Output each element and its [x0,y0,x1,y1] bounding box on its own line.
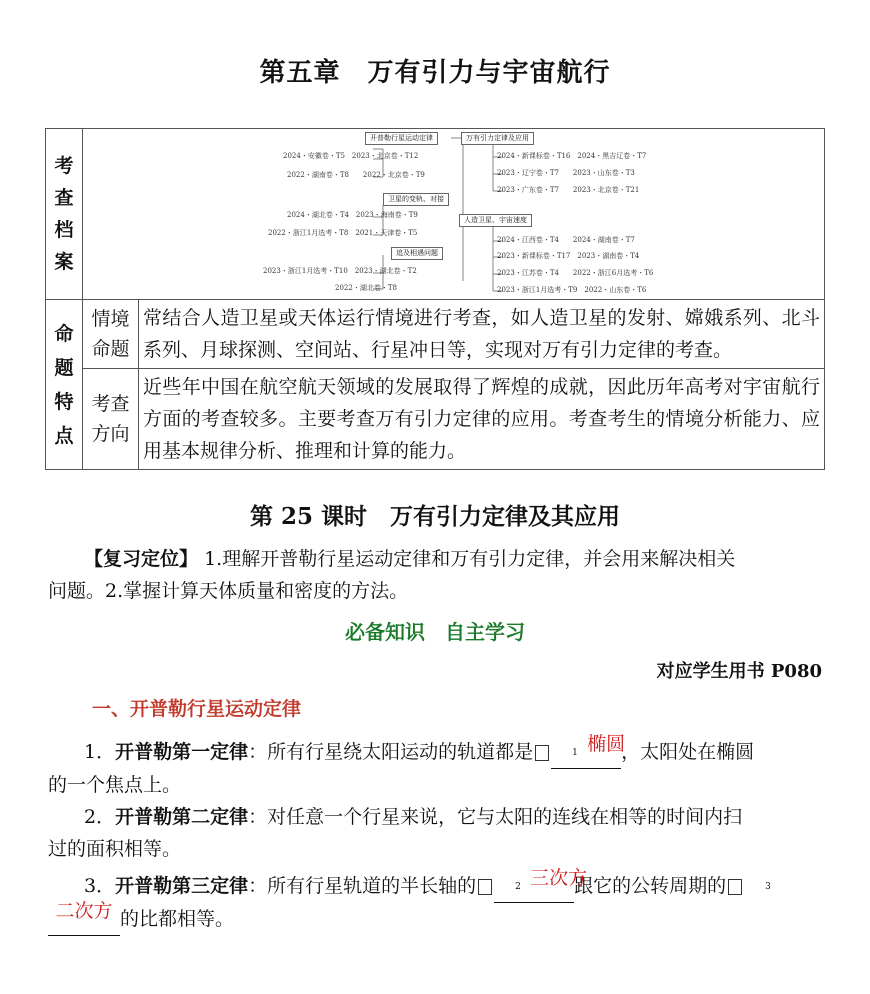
mindmap-item: 2023・广东卷・T7 2023・北京卷・T21 [497,186,640,194]
mindmap-box-satellite: 人造卫星、宇宙速度 [459,214,532,227]
row1-text: 常结合人造卫星或天体运行情境进行考查，如人造卫星的发射、嫦娥系列、北斗系列、月球探测、空间站、行星冲日等，实现对万有引力定律的考查。 [139,300,825,369]
lesson-title: 第 25 课时 万有引力定律及其应用 [249,503,621,530]
review-paragraph: 【复习定位】 1.理解开普勒行星运动定律和万有引力定律，并会用来解决相关 问题。2.掌握计算天体质量和密度的方法。 [48,548,736,602]
answer-text: 二次方 [55,900,113,922]
kaocha-dangan-header: 考 查 档 案 [46,129,83,300]
mindmap-item: 2024・江西卷・T4 2024・湖南卷・T7 [497,236,635,244]
answer-blank [551,733,626,769]
section-title: 一、开普勒行星运动定律 [92,698,302,720]
mindmap-box-gravitation: 万有引力定律及应用 [461,132,534,145]
mingti-tedian-header: 命 题 特 点 [46,300,83,470]
mindmap-box-orbit-change: 卫星的变轨、对接 [383,193,449,206]
book-reference: 对应学生用书 P080 [656,661,822,682]
mindmap-item: 2023・新课标卷・T17 2023・湖南卷・T4 [497,252,640,260]
mindmap-lines [83,129,823,299]
row2-text: 近些年中国在航空航天领域的发展取得了辉煌的成就，因此历年高考对宇宙航行方面的考查较多。主要考查万有引力定律的应用。考查考生的情境分析能力、应用基本规律分析、推理和计算的能力。 [139,369,825,470]
answer-blank [48,900,120,936]
answer-text: 椭圆 [587,733,626,755]
mindmap-item: 2023・辽宁卷・T7 2023・山东卷・T3 [497,169,635,177]
row2-label: 考查 方向 [83,369,139,470]
mindmap-item: 2023・浙江1月选考・T10 2023・湖北卷・T2 [263,267,417,275]
chapter-title: 第五章 万有引力与宇宙航行 [259,58,611,88]
law2-name: 开普勒第二定律 [115,806,249,828]
law3-paragraph: 3．开普勒第三定律：所有行星轨道的半长轴的 2 三次方跟它的公转周期的 3 二次方 的比都相等。 [48,870,823,936]
blank-number: 3 [728,879,742,895]
row1-label: 情境 命题 [83,300,139,369]
exam-info-table [45,128,825,470]
section-heading-green: 必备知识 自主学习 [345,620,525,644]
mindmap [83,129,825,300]
mindmap-item: 2024・新课标卷・T16 2024・黑吉辽卷・T7 [497,152,647,160]
answer-blank [494,867,588,903]
law1-paragraph: 1．开普勒第一定律：所有行星绕太阳运动的轨道都是 1 椭圆，太阳处在椭圆 的一个焦点上。 [48,733,755,796]
mindmap-box-kepler: 开普勒行星运动定律 [365,132,438,145]
mindmap-item: 2023・浙江1月选考・T9 2022・山东卷・T6 [497,286,647,294]
mindmap-item: 2022・湖南卷・T8 2022・北京卷・T9 [287,171,425,179]
review-label: 【复习定位】 [84,548,199,570]
law3-name: 开普勒第三定律 [115,875,249,897]
blank-number: 1 [535,745,549,761]
law1-name: 开普勒第一定律 [115,741,249,763]
mindmap-item: 2022・湖北卷・T8 [335,284,397,292]
mindmap-box-chase: 追及相遇问题 [391,247,443,260]
mindmap-item: 2023・江苏卷・T4 2022・浙江6月选考・T6 [497,269,654,277]
blank-number: 2 [478,879,492,895]
law2-paragraph: 2．开普勒第二定律：对任意一个行星来说，它与太阳的连线在相等的时间内扫 过的面积相等。 [48,806,743,860]
mindmap-item: 2024・安徽卷・T5 2023・北京卷・T12 [283,152,419,160]
answer-text: 三次方 [530,867,588,889]
mindmap-item: 2022・浙江1月选考・T8 2021・天津卷・T5 [268,229,418,237]
mindmap-item: 2024・湖北卷・T4 2023・海南卷・T9 [287,211,418,219]
